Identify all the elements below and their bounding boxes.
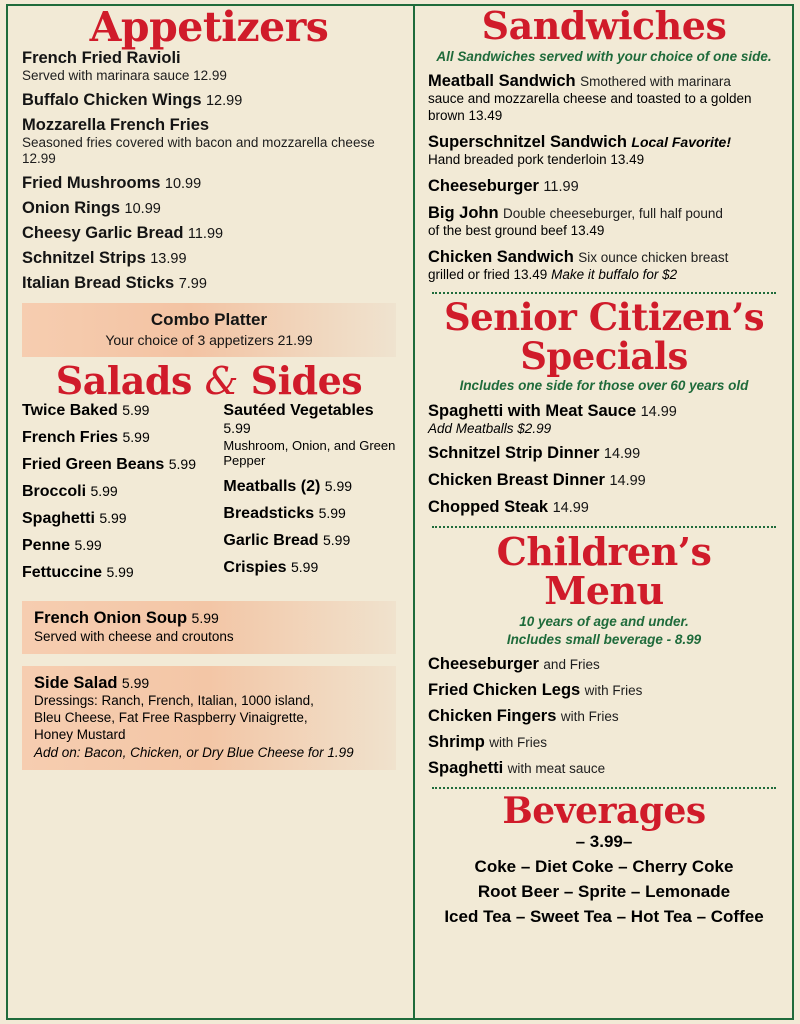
item-price: 5.99	[106, 563, 134, 580]
item-name: Meatball Sandwich	[428, 72, 576, 91]
menu-item	[22, 274, 396, 293]
item-price: 5.99	[324, 477, 353, 494]
item-name: Chicken Sandwich	[428, 247, 574, 266]
sides-column-1	[22, 402, 209, 591]
item-inline-desc: Double cheeseburger, full half pound	[503, 205, 723, 221]
dressing-line-1: Dressings: Ranch, French, Italian, 1000 island,	[34, 692, 314, 708]
item-price: 12.99	[205, 92, 243, 109]
item-price: 7.99	[178, 276, 207, 293]
item-price: 14.99	[603, 445, 641, 462]
item-price: 11.99	[187, 226, 224, 243]
sandwiches-heading: Sandwiches	[481, 3, 727, 48]
item-name: Chicken Breast Dinner	[428, 470, 605, 489]
item-price: 5.99	[191, 609, 219, 626]
item-name: French Fried Ravioli	[22, 48, 181, 67]
item-price: 5.99	[168, 455, 196, 472]
item-name: Schnitzel Strip Dinner	[428, 443, 600, 462]
menu-item	[22, 224, 396, 243]
salads-heading-b: Sides	[250, 358, 363, 404]
item-desc: sauce and mozzarella cheese and toasted to a golden brown 13.49	[428, 91, 752, 123]
item-name: Chopped Steak	[428, 497, 549, 516]
menu-item	[223, 402, 396, 469]
appetizers-list	[22, 49, 396, 294]
salads-heading	[22, 358, 396, 404]
ampersand: &	[204, 359, 238, 404]
menu-item	[22, 116, 396, 169]
item-desc	[428, 267, 780, 284]
beverages-line: Iced Tea – Sweet Tea – Hot Tea – Coffee	[444, 907, 764, 927]
item-name: Fried Mushrooms	[22, 174, 161, 193]
item-inline-desc: Smothered with marinara	[580, 74, 731, 90]
section-separator	[432, 292, 776, 294]
combo-platter-sub: Your choice of 3 appetizers 21.99	[105, 332, 313, 349]
item-price: 10.99	[124, 201, 161, 218]
item-name: Schnitzel Strips	[22, 249, 146, 268]
children-note-line1: 10 years of age and under.	[519, 613, 689, 629]
senior-heading-line1: Senior Citizen’s	[443, 295, 765, 340]
item-price: 14.99	[640, 403, 677, 420]
item-price: 5.99	[318, 504, 346, 521]
item-price: 5.99	[290, 558, 319, 575]
beverages-heading: Beverages	[502, 790, 706, 833]
item-price: 5.99	[90, 482, 118, 499]
menu-item	[22, 429, 209, 447]
item-price: 5.99	[121, 674, 150, 691]
menu-item	[22, 49, 396, 85]
item-price: 5.99	[99, 509, 127, 526]
menu-item	[22, 537, 209, 555]
item-desc-text: grilled or fried 13.49	[428, 266, 548, 282]
item-name: Superschnitzel Sandwich	[428, 132, 627, 151]
section-separator	[432, 787, 776, 789]
beverages-line: Coke – Diet Coke – Cherry Coke	[474, 857, 734, 877]
menu-item	[22, 91, 396, 110]
menu-item	[428, 177, 780, 196]
children-heading-line1: Children’s	[496, 528, 712, 574]
menu-item	[22, 249, 396, 268]
item-desc: Served with marinara sauce 12.99	[22, 67, 227, 83]
item-price: 5.99	[74, 536, 102, 553]
item-name: Meatballs (2)	[223, 477, 321, 495]
dressing-line-3: Honey Mustard	[34, 726, 126, 742]
item-name: Chicken Fingers	[428, 707, 557, 726]
right-column	[414, 0, 800, 1024]
children-heading-line2: Menu	[544, 568, 664, 614]
item-price: 10.99	[164, 176, 202, 193]
item-desc: Mushroom, Onion, and Green Pepper	[223, 437, 396, 469]
item-inline-desc: with Fries	[560, 709, 619, 725]
item-name: Sautéed Vegetables	[223, 401, 374, 419]
item-name: Breadsticks	[223, 504, 315, 522]
sides-column-2	[223, 402, 396, 591]
menu-item	[22, 402, 209, 420]
menu-item	[428, 681, 780, 700]
menu-item	[22, 483, 209, 501]
item-name: Side Salad	[34, 673, 118, 692]
beverages-price: – 3.99–	[575, 832, 633, 852]
menu-item	[428, 248, 780, 284]
menu-item	[428, 471, 780, 490]
senior-note: Includes one side for those over 60 years old	[459, 378, 749, 394]
section-separator	[432, 526, 776, 528]
menu-item	[428, 204, 780, 240]
sides-columns	[22, 402, 396, 591]
item-price: 5.99	[122, 401, 150, 418]
beverages-line: Root Beer – Sprite – Lemonade	[477, 882, 731, 902]
senior-heading-line2: Specials	[520, 333, 688, 378]
menu-item	[22, 510, 209, 528]
menu-item	[22, 456, 209, 474]
side-salad-addon: Add on: Bacon, Chicken, or Dry Blue Cheese for 1.99	[34, 745, 354, 761]
combo-platter-band	[22, 303, 396, 357]
item-name: Crispies	[223, 558, 287, 576]
menu-item	[22, 564, 209, 582]
item-price: 11.99	[543, 178, 579, 195]
item-inline-desc: Six ounce chicken breast	[578, 249, 729, 265]
item-name: Big John	[428, 203, 499, 222]
item-name: Cheeseburger	[428, 176, 539, 195]
item-price: 13.99	[150, 251, 187, 268]
senior-heading	[428, 295, 780, 378]
item-price: 5.99	[323, 531, 351, 548]
item-name: Cheesy Garlic Bread	[22, 224, 184, 243]
item-inline-desc: with Fries	[489, 735, 548, 751]
menu-item	[223, 478, 396, 496]
combo-platter-title: Combo Platter	[150, 310, 268, 330]
item-name: Mozzarella French Fries	[22, 115, 210, 134]
side-salad-band	[22, 666, 396, 771]
menu-item	[223, 505, 396, 523]
item-price: 14.99	[609, 472, 646, 489]
menu-item	[428, 707, 780, 726]
menu-item	[428, 498, 780, 517]
children-note	[428, 613, 780, 648]
item-name: French Onion Soup	[34, 608, 188, 627]
french-onion-soup-band	[22, 601, 396, 654]
item-desc: Hand breaded pork tenderloin 13.49	[428, 151, 645, 167]
item-name: Fettuccine	[22, 563, 103, 581]
item-name: Spaghetti	[22, 509, 95, 527]
item-name: Shrimp	[428, 733, 485, 752]
menu-item	[428, 402, 780, 436]
item-name: Broccoli	[22, 482, 87, 500]
item-inline-desc: with meat sauce	[507, 761, 606, 777]
item-name: Penne	[22, 536, 71, 554]
dressing-line-2: Bleu Cheese, Fat Free Raspberry Vinaigrette,	[34, 709, 308, 725]
item-name: Twice Baked	[22, 401, 118, 419]
item-inline-desc: and Fries	[543, 657, 600, 673]
item-note: Make it buffalo for $2	[551, 266, 678, 282]
item-desc: Seasoned fries covered with bacon and mozzarella cheese 12.99	[22, 134, 375, 167]
item-name: Fried Green Beans	[22, 455, 165, 473]
item-desc: of the best ground beef 13.49	[428, 222, 605, 238]
sandwiches-note: All Sandwiches served with your choice of one side.	[436, 48, 772, 64]
item-price: 5.99	[122, 428, 150, 445]
salads-heading-a: Salads	[55, 358, 192, 404]
item-name: Spaghetti	[428, 759, 504, 778]
menu-item	[428, 133, 780, 169]
item-name: Italian Bread Sticks	[22, 274, 175, 293]
item-name: Onion Rings	[22, 199, 121, 218]
menu-item	[22, 174, 396, 193]
item-name: Buffalo Chicken Wings	[22, 90, 202, 109]
menu-item	[22, 199, 396, 218]
item-name: Garlic Bread	[223, 531, 319, 549]
menu-item	[428, 759, 780, 778]
item-name: Cheeseburger	[428, 655, 539, 674]
item-badge: Local Favorite!	[631, 133, 732, 150]
item-price: 14.99	[552, 499, 589, 516]
item-name: Spaghetti with Meat Sauce	[428, 401, 637, 420]
menu-item	[223, 559, 396, 577]
item-note: Add Meatballs $2.99	[428, 420, 552, 436]
menu-item	[428, 733, 780, 752]
item-inline-desc: with Fries	[584, 683, 643, 699]
appetizers-heading: Appetizers	[89, 3, 329, 51]
children-heading	[428, 528, 780, 614]
item-name: French Fries	[22, 428, 119, 446]
children-note-line2: Includes small beverage - 8.99	[506, 631, 702, 647]
menu-item	[428, 444, 780, 463]
menu-item	[428, 72, 780, 125]
item-name: Fried Chicken Legs	[428, 681, 581, 700]
item-price: 5.99	[223, 419, 251, 436]
item-desc: Served with cheese and croutons	[34, 628, 234, 644]
menu-item	[223, 532, 396, 550]
menu-item	[428, 655, 780, 674]
